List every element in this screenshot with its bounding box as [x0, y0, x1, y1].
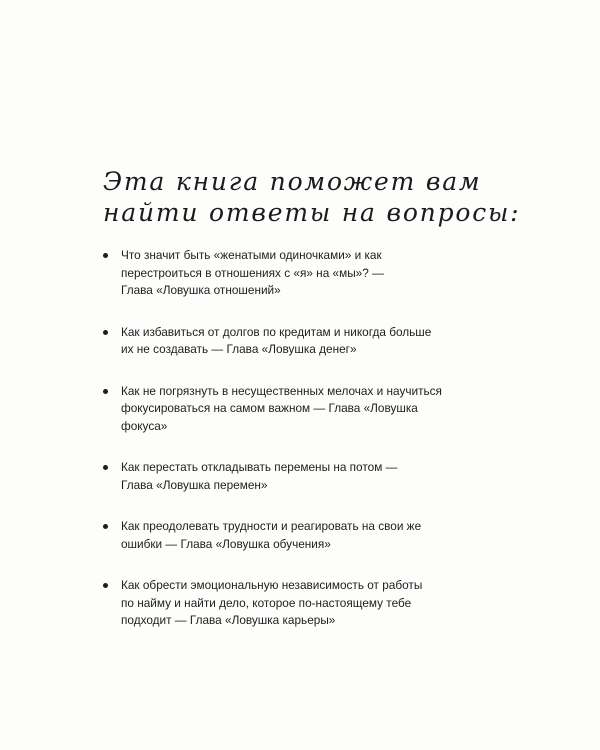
list-item-line: Как обрести эмоциональную независимость от работы: [121, 578, 423, 592]
list-item: [103, 459, 503, 494]
list-item-line: перестроиться в отношениях с «я» на «мы»? —: [121, 265, 384, 280]
page-heading: [103, 166, 523, 228]
list-item-line: Глава «Ловушка перемен»: [121, 477, 268, 492]
heading-line-1: Эта книга поможет вам: [103, 167, 482, 196]
list-item-line: по найму и найти дело, которое по-настоящему тебе: [121, 595, 412, 610]
list-item-line: Как перестать откладывать перемены на потом —: [121, 460, 398, 474]
list-item-line: фокусироваться на самом важном — Глава «Ловушка: [121, 401, 418, 415]
heading-line-2: найти ответы на вопросы:: [103, 198, 521, 227]
list-item-line: фокуса»: [121, 418, 168, 433]
list-item: [103, 324, 503, 359]
list-item-line: Как преодолевать трудности и реагировать на свои же: [121, 519, 422, 533]
list-item: [103, 577, 503, 630]
list-item-line: Что значит быть «женатыми одиночками» и как: [121, 248, 382, 262]
bullet-icon: [103, 524, 108, 529]
list-item: [103, 518, 503, 553]
list-item-line: Как избавиться от долгов по кредитам и никогда больше: [121, 324, 432, 339]
questions-list: [103, 247, 503, 654]
list-item-line: подходит — Глава «Ловушка карьеры»: [121, 613, 336, 627]
list-item: [103, 383, 503, 436]
bullet-icon: [103, 330, 108, 335]
list-item-line: их не создавать — Глава «Ловушка денег»: [121, 342, 357, 356]
bullet-icon: [103, 583, 108, 588]
list-item-line: ошибки — Глава «Ловушка обучения»: [121, 536, 331, 551]
list-item-line: Глава «Ловушка отношений»: [121, 283, 281, 297]
bullet-icon: [103, 253, 108, 258]
bullet-icon: [103, 389, 108, 394]
list-item: [103, 247, 503, 300]
list-item-line: Как не погрязнуть в несущественных мелочах и научиться: [121, 383, 442, 398]
bullet-icon: [103, 465, 108, 470]
